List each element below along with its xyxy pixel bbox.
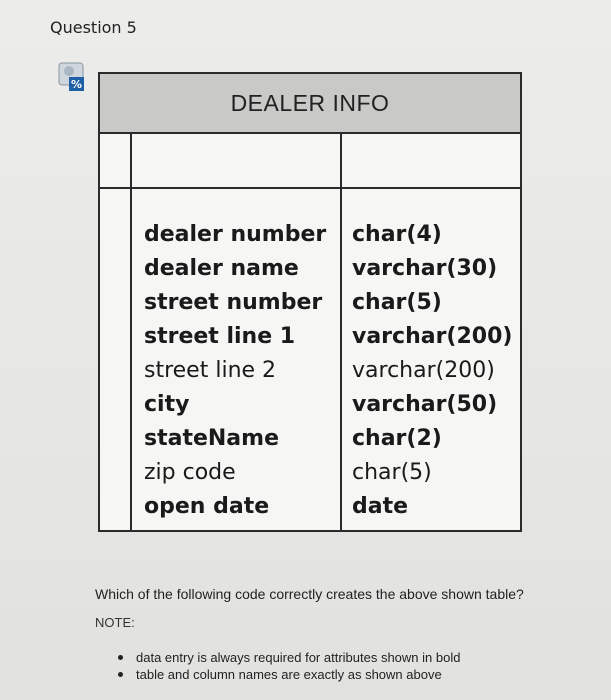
note-label: NOTE: <box>95 615 135 630</box>
attribute-type: char(4) <box>352 222 442 247</box>
attribute-name: dealer number <box>144 222 327 247</box>
note-item: table and column names are exactly as shown above <box>118 666 460 683</box>
attribute-name: stateName <box>144 426 279 451</box>
attribute-name: zip code <box>144 460 236 485</box>
attribute-type: char(2) <box>352 426 442 451</box>
attribute-type: varchar(200) <box>352 358 495 383</box>
attribute-name-column <box>144 218 334 524</box>
note-item: data entry is always required for attributes shown in bold <box>118 649 460 666</box>
attribute-type-column <box>352 218 520 524</box>
entity-diagram <box>98 72 522 532</box>
image-percent-icon[interactable] <box>58 62 88 92</box>
type-column-divider <box>340 132 342 530</box>
entity-name: DEALER INFO <box>100 74 520 134</box>
question-title: Question 5 <box>50 18 137 37</box>
question-prompt: Which of the following code correctly creates the above shown table? <box>95 586 524 602</box>
attribute-name: dealer name <box>144 256 299 281</box>
attribute-type: date <box>352 494 409 519</box>
attribute-name: street number <box>144 290 323 315</box>
attribute-type: varchar(200) <box>352 324 513 349</box>
key-column-divider <box>130 132 132 530</box>
attribute-type: char(5) <box>352 460 432 485</box>
attribute-type: varchar(50) <box>352 392 498 417</box>
primary-key-row <box>100 132 520 189</box>
attribute-name: street line 1 <box>144 324 296 349</box>
attribute-type: char(5) <box>352 290 442 315</box>
attribute-name: open date <box>144 494 270 519</box>
attribute-type: varchar(30) <box>352 256 498 281</box>
note-list <box>118 649 460 683</box>
attribute-name: city <box>144 392 190 417</box>
svg-text:%: % <box>70 78 83 91</box>
attribute-name: street line 2 <box>144 358 277 383</box>
